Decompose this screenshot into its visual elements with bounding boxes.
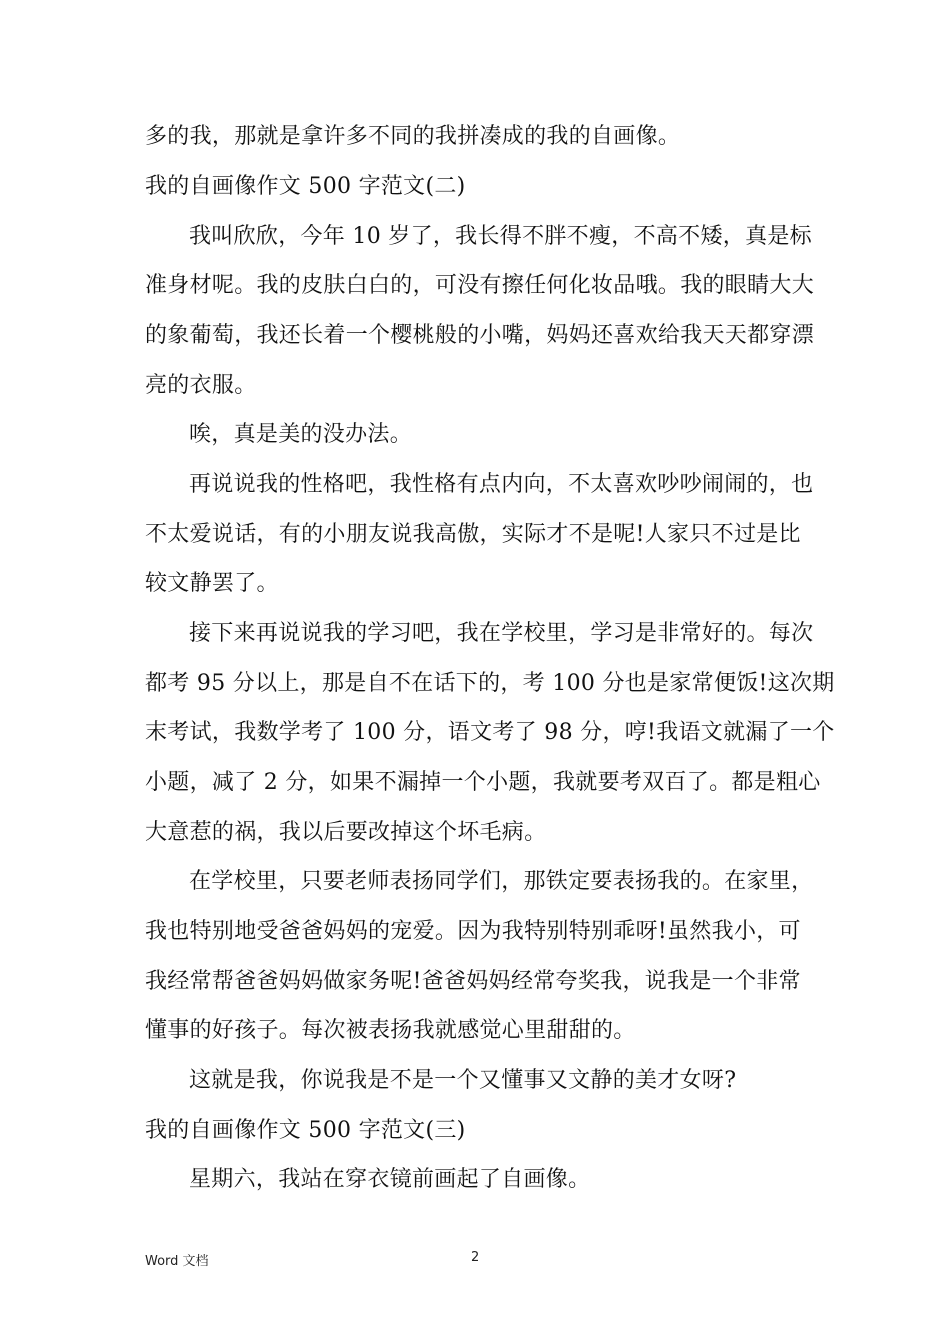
text-line: 接下来再说说我的学习吧，我在学校里，学习是非常好的。每次	[189, 621, 814, 646]
text-line: 不太爱说话，有的小朋友说我高傲，实际才不是呢!人家只不过是比	[145, 522, 801, 547]
text-line: 我叫欣欣，今年 10 岁了，我长得不胖不瘦，不高不矮，真是标	[189, 224, 812, 249]
text-line: 末考试，我数学考了 100 分，语文考了 98 分，哼!我语文就漏了一个	[145, 720, 835, 745]
text-line: 再说说我的性格吧，我性格有点内向，不太喜欢吵吵闹闹的，也	[189, 472, 814, 497]
text-line: 小题，减了 2 分，如果不漏掉一个小题，我就要考双百了。都是粗心	[145, 770, 821, 795]
footer-page-number: 2	[471, 1250, 480, 1265]
text-line: 星期六，我站在穿衣镜前画起了自画像。	[189, 1167, 591, 1192]
footer-source-label: Word 文档	[145, 1254, 209, 1269]
text-line: 唉，真是美的没办法。	[189, 422, 413, 447]
text-line: 准身材呢。我的皮肤白白的，可没有擦任何化妆品哦。我的眼睛大大	[145, 273, 815, 298]
text-line: 都考 95 分以上，那是自不在话下的，考 100 分也是家常便饭!这次期	[145, 671, 835, 696]
text-line: 懂事的好孩子。每次被表扬我就感觉心里甜甜的。	[145, 1018, 636, 1043]
section-heading: 我的自画像作文 500 字范文(二)	[145, 174, 466, 199]
text-line: 大意惹的祸，我以后要改掉这个坏毛病。	[145, 820, 547, 845]
text-line: 多的我，那就是拿许多不同的我拼凑成的我的自画像。	[145, 124, 681, 149]
text-line: 的象葡萄，我还长着一个樱桃般的小嘴，妈妈还喜欢给我天天都穿漂	[145, 323, 815, 348]
text-line: 在学校里，只要老师表扬同学们，那铁定要表扬我的。在家里，	[189, 869, 814, 894]
text-line: 亮的衣服。	[145, 373, 257, 398]
text-line: 这就是我，你说我是不是一个又懂事又文静的美才女呀?	[189, 1068, 737, 1093]
text-line: 我经常帮爸爸妈妈做家务呢!爸爸妈妈经常夸奖我，说我是一个非常	[145, 969, 801, 994]
text-line: 我也特别地受爸爸妈妈的宠爱。因为我特别特别乖呀!虽然我小，可	[145, 919, 801, 944]
section-heading: 我的自画像作文 500 字范文(三)	[145, 1118, 466, 1143]
text-line: 较文静罢了。	[145, 571, 279, 596]
